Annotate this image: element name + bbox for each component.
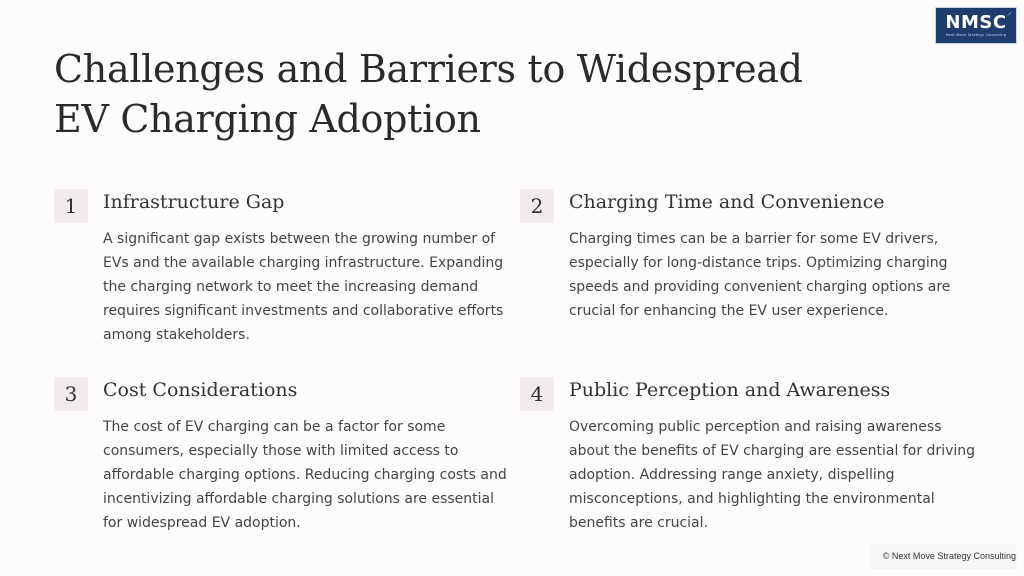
card-number-badge: 1 xyxy=(54,189,88,223)
logo-swoosh-icon xyxy=(1005,10,1013,18)
copyright-footer: © Next Move Strategy Consulting xyxy=(870,544,1016,568)
card-description: A significant gap exists between the growing number of EVs and the available charging infrastructure. Expanding the charging network to meet the increasing demand requires significant investments and collaborative efforts among stakeholders. xyxy=(103,231,504,343)
logo-tagline: Next Move Strategy Consulting xyxy=(945,32,1007,37)
card-description: Charging times can be a barrier for some EV drivers, especially for long-distance trips. Optimizing charging speeds and providing convenient charging options are crucial for enhancing the EV user experience. xyxy=(569,231,951,319)
card-number-badge: 3 xyxy=(54,377,88,411)
card-title: Cost Considerations xyxy=(103,379,298,401)
card-number-badge: 2 xyxy=(520,189,554,223)
card-description: Overcoming public perception and raising awareness about the benefits of EV charging are essential for driving adoption. Addressing range anxiety, dispelling misconceptions, and highlighting the environmental benefits are crucial. xyxy=(569,419,976,531)
card-description: The cost of EV charging can be a factor for some consumers, especially those with limited access to affordable charging options. Reducing charging costs and incentivizing affordable charging solutions are essential for widespread EV adoption. xyxy=(103,419,507,531)
logo-mark: NMSC xyxy=(945,11,1007,33)
page-title: Challenges and Barriers to Widespread EV Charging Adoption xyxy=(54,47,803,141)
card-number-badge: 4 xyxy=(520,377,554,411)
card-title: Public Perception and Awareness xyxy=(569,379,891,401)
company-logo xyxy=(935,7,1017,44)
card-title: Charging Time and Convenience xyxy=(569,191,885,213)
card-title: Infrastructure Gap xyxy=(103,191,285,213)
